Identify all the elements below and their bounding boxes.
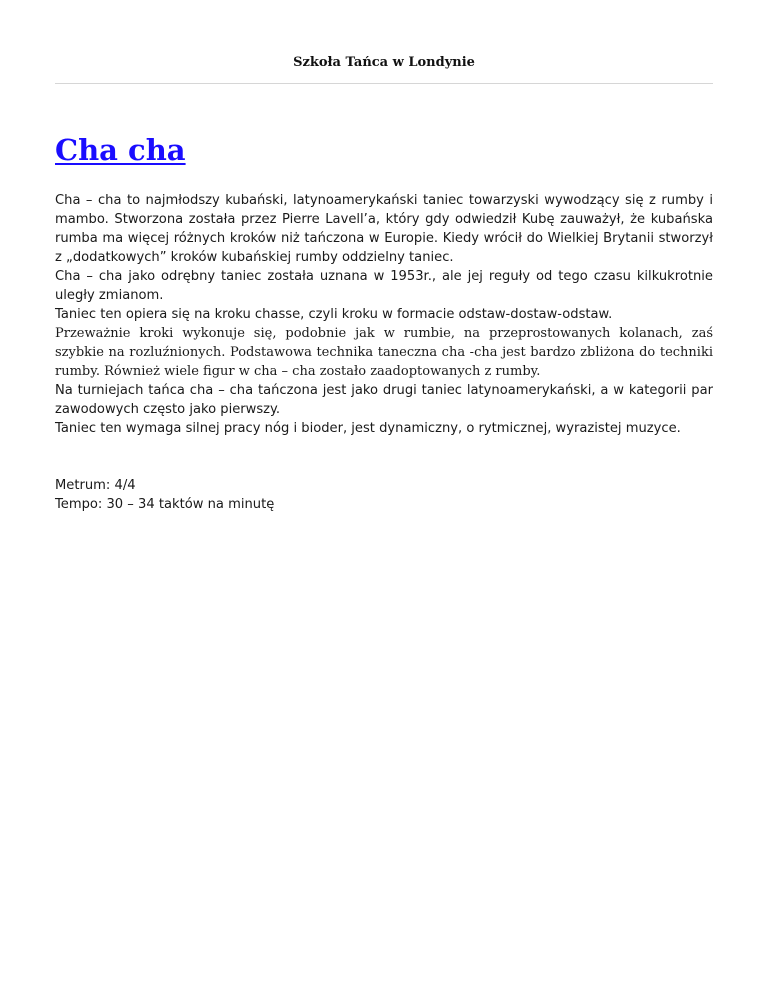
paragraph-tournaments: Na turniejach tańca cha – cha tańczona jest jako drugi taniec latynoamerykański, a w kategorii par zawodowych często jako pierwszy. (55, 383, 713, 417)
paragraph-origin: Cha – cha to najmłodszy kubański, latynoamerykański taniec towarzyski wywodzący się z rumby i mambo. Stworzona została przez Pierre Lavell’a, który gdy odwiedził Kubę zauważył, że kubańska rumba ma więcej różnych kroków niż tańczona w Europie. Kiedy wrócił do Wielkiej Brytanii stworzył z „dodatkowych” kroków kubańskiej rumby oddzielny taniec. (55, 193, 713, 265)
article-title (55, 132, 713, 168)
paragraph-character: Taniec ten wymaga silnej pracy nóg i bioder, jest dynamiczny, o rytmicznej, wyrazistej muzyce. (55, 421, 681, 436)
page (55, 0, 713, 514)
tempo-text: Tempo: 30 – 34 taktów na minutę (55, 497, 275, 512)
site-header (55, 55, 713, 84)
site-name: Szkoła Tańca w Londynie (293, 55, 475, 70)
article-title-link[interactable]: Cha cha (55, 133, 186, 167)
dance-meta (55, 476, 713, 514)
paragraph-technique: Przeważnie kroki wykonuje się, podobnie jak w rumbie, na przeprostowanych kolanach, zaś szybkie na rozluźnionych. Podstawowa technika taneczna cha -cha jest bardzo zbliżona do techniki rumby. Również wiele figur w cha – cha zostało zaadoptowanych z rumby. (55, 326, 713, 379)
paragraph-recognition: Cha – cha jako odrębny taniec została uznana w 1953r., ale jej reguły od tego czasu kilkukrotnie uległy zmianom. (55, 269, 713, 303)
article-content (55, 191, 713, 438)
meter-text: Metrum: 4/4 (55, 478, 136, 493)
paragraph-chasse: Taniec ten opiera się na kroku chasse, czyli kroku w formacie odstaw-dostaw-odstaw. (55, 307, 613, 322)
